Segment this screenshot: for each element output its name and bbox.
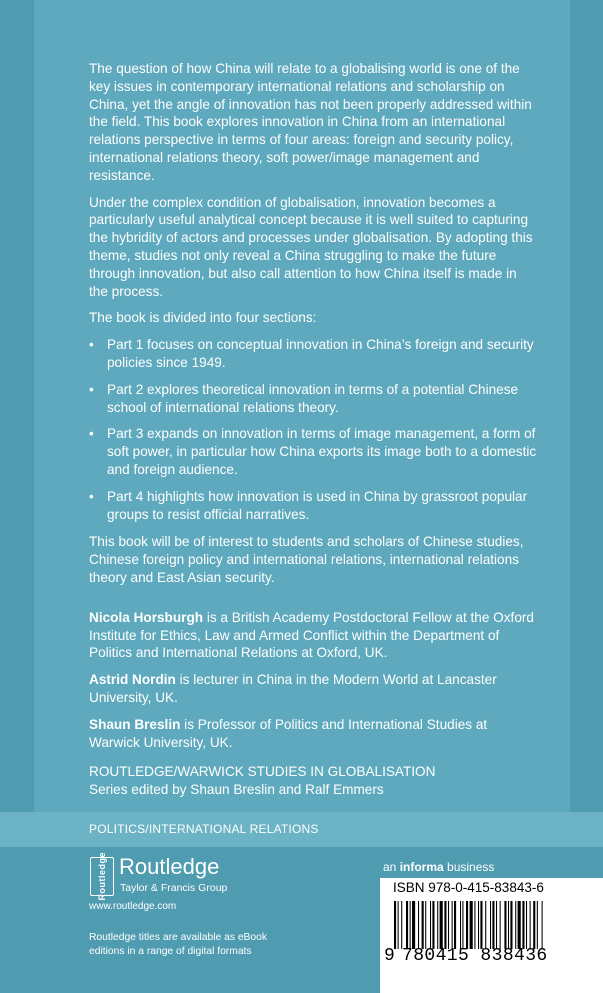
publisher-website: www.routledge.com: [89, 901, 177, 912]
list-item: [89, 336, 539, 372]
blurb-paragraph-2: Under the complex condition of globalisation, innovation becomes a particularly useful analytical concept because it is well suited to capturing the hybridity of actors and processes under globalisation. By adopting this theme, studies not only reveal a China struggling to make the future through innovation, but also call attention to how China itself is made in the process.: [89, 194, 533, 299]
author-bio: [89, 716, 539, 752]
list-item-text: Part 2 explores theoretical innovation in terms of a potential Chinese school of international relations theory.: [107, 381, 519, 415]
publisher-name: Routledge: [119, 854, 220, 879]
list-item-text: Part 3 expands on innovation in terms of image management, a form of soft power, in particular how China exports its image both to a domestic and foreign audience.: [107, 426, 537, 477]
author-bios: [89, 609, 539, 752]
series-info: [89, 763, 539, 799]
blurb-paragraph-3: The book is divided into four sections:: [89, 310, 317, 326]
barcode-bars-icon: [394, 901, 590, 949]
subject-category: POLITICS/INTERNATIONAL RELATIONS: [89, 822, 319, 836]
bullet-icon: •: [89, 488, 94, 504]
series-editors: Series edited by Shaun Breslin and Ralf Emmers: [89, 782, 384, 798]
author-bio-text: is a British Academy Postdoctoral Fellow at the Oxford Institute for Ethics, Law and Armed Conflict within the Department of Politics and International Relations at Oxford, UK.: [89, 609, 534, 661]
list-item-text: Part 1 focuses on conceptual innovation in China’s foreign and security policies since 1949.: [107, 337, 534, 370]
bullet-icon: •: [89, 337, 94, 353]
author-bio: [89, 671, 539, 707]
bullet-icon: •: [89, 381, 94, 397]
author-name: Astrid Nordin: [89, 672, 176, 688]
list-item-text: Part 4 highlights how innovation is used in China by grassroot popular groups to resist official narratives.: [107, 488, 528, 522]
ebook-note: Routledge titles are available as eBook editions in a range of digital formats: [89, 932, 268, 957]
list-item: [89, 381, 539, 417]
author-name: Shaun Breslin: [89, 716, 181, 732]
isbn-label: ISBN 978-0-415-83843-6: [393, 880, 544, 895]
barcode-first-digit: 9: [384, 946, 396, 966]
blurb-content: [89, 60, 539, 799]
series-title: ROUTLEDGE/WARWICK STUDIES IN GLOBALISATION: [89, 764, 436, 780]
blurb-paragraph-4: This book will be of interest to students and scholars of Chinese studies, Chinese foreign policy and international relations, international relations theory and East Asian security.: [89, 534, 524, 585]
barcode: [380, 878, 603, 993]
informa-label: [383, 860, 494, 874]
publisher-group: Taylor & Francis Group: [120, 882, 228, 894]
informa-prefix: an: [383, 860, 400, 874]
logo-text: Routledge: [97, 852, 107, 901]
informa-brand: informa: [399, 860, 444, 874]
author-bio: [89, 609, 539, 662]
author-name: Nicola Horsburgh: [89, 609, 204, 625]
author-bio-text: is Professor of Politics and International Studies at Warwick University, UK.: [89, 716, 488, 750]
blurb-paragraph-1: The question of how China will relate to a globalising world is one of the key issues in contemporary international relations and scholarship on China, yet the angle of innovation has not been properly addressed within the field. This book explores innovation in China from an international relations perspective in terms of four areas: foreign and security policy, international relations theory, soft power/image management and resistance.: [89, 61, 532, 183]
routledge-logo-icon: [90, 852, 114, 901]
author-bio-text: is lecturer in China in the Modern World at Lancaster University, UK.: [89, 672, 497, 705]
list-item: [89, 425, 539, 478]
informa-suffix: business: [443, 860, 495, 874]
barcode-digit-groups: 780415 838436: [402, 946, 548, 966]
list-item: [89, 488, 539, 524]
bullet-icon: •: [89, 426, 94, 442]
sections-list: [89, 336, 539, 523]
